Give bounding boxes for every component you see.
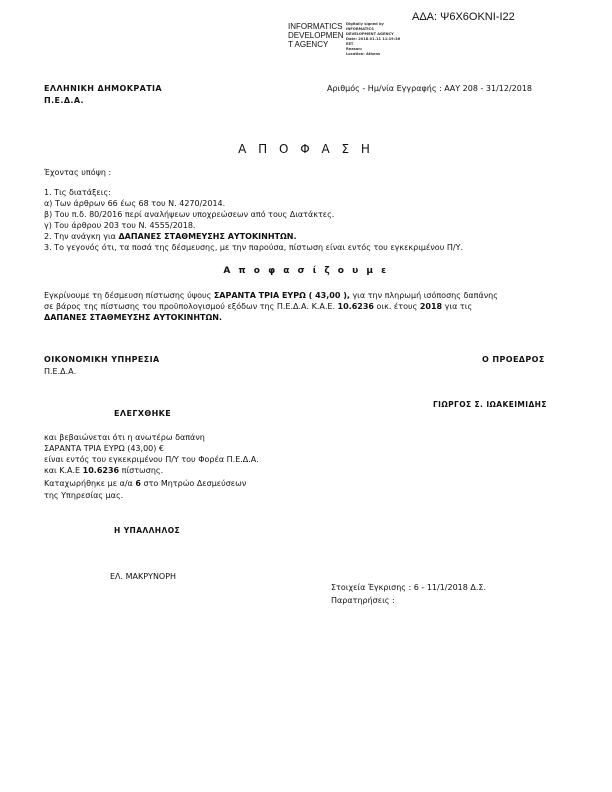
considering-item: γ) Του άρθρου 203 του Ν. 4555/2018. (44, 221, 196, 230)
remarks-label: Παρατηρήσεις : (331, 596, 395, 605)
stamp-detail: DEVELOPMENT AGENCY (346, 32, 394, 36)
checked-line (44, 479, 246, 488)
approval-text: για την πληρωμή ισόποσης δαπάνης (352, 291, 498, 300)
stamp-line: INFORMATICS (288, 22, 343, 31)
approval-line (44, 291, 498, 300)
checked-text: Καταχωρήθηκε με α/α (44, 479, 133, 488)
decision-heading: Α π ο φ α σ ί ζ ο υ μ ε (223, 266, 389, 276)
checked-heading: ΕΛΕΓΧΘΗΚΕ (114, 409, 172, 418)
registration-number: Αριθμός - Ημ/νία Εγγραφής : ΑΑΥ 208 - 31/12/2018 (327, 84, 533, 93)
stamp-detail: EET (346, 42, 354, 46)
approval-text: οικ. έτους (376, 302, 418, 311)
fiscal-year: 2018 (419, 302, 443, 311)
issuer-name: ΕΛΛΗΝΙΚΗ ΔΗΜΟΚΡΑΤΙΑ (44, 84, 163, 93)
ada-code: ΑΔΑ: Ψ6Χ6ΟΚΝΙ-Ι22 (412, 11, 515, 23)
approval-text: Εγκρίνουμε τη δέσμευση πίστωσης ύψους (44, 291, 212, 300)
clerk-name: ΕΛ. ΜΑΚΡΥΝΟΡΗ (110, 572, 177, 581)
checked-line: ΣΑΡΑΝΤΑ ΤΡΙΑ ΕΥΡΩ (43,00) € (44, 444, 164, 453)
registry-number: 6 (135, 479, 141, 488)
finance-service-org: Π.Ε.Δ.Α. (44, 367, 77, 376)
stamp-detail: INFORMATICS (346, 27, 374, 31)
considering-intro: Έχοντας υπόψη : (44, 168, 112, 177)
considering-item: α) Των άρθρων 66 έως 68 του Ν. 4270/2014. (44, 199, 226, 208)
checked-text: στο Μητρώο Δεσμεύσεων (143, 479, 247, 488)
amount-text: ΣΑΡΑΝΤΑ ΤΡΙΑ ΕΥΡΩ ( 43,00 ), (213, 291, 350, 300)
president-name: ΓΙΩΡΓΟΣ Σ. ΙΩΑΚΕΙΜΙΔΗΣ (433, 400, 547, 409)
signature-stamp-label (288, 22, 344, 49)
president-title: Ο ΠΡΟΕΔΡΟΣ (482, 355, 545, 364)
approval-data: Στοιχεία Έγκρισης : 6 - 11/1/2018 Δ.Σ. (331, 583, 486, 592)
checked-line: και βεβαιώνεται ότι η ανωτέρω δαπάνη (44, 433, 205, 442)
considering-item: 3. Το γεγονός ότι, τα ποσά της δέσμευσης, με την παρούσα, πίστωση είναι εντός του εγκεκριμένου Π/Υ. (44, 243, 464, 252)
checked-text: και Κ.Α.Ε (44, 466, 81, 475)
stamp-detail: Location: Athens (346, 52, 381, 56)
approval-line: ΔΑΠΑΝΕΣ ΣΤΑΘΜΕΥΣΗΣ ΑΥΤΟΚΙΝΗΤΩΝ. (44, 313, 223, 322)
kae-code: 10.6236 (337, 302, 374, 311)
considering-item: 1. Τις διατάξεις: (44, 188, 111, 197)
stamp-detail: Date: 2018.01.11 11:19:36 (346, 37, 401, 41)
kae-code: 10.6236 (82, 466, 120, 475)
checked-line: της Υπηρεσίας μας. (44, 491, 124, 500)
issuer-org: Π.Ε.Δ.Α. (44, 96, 84, 105)
considering-item: β) Του π.δ. 80/2016 περί αναλήψεων υποχρεώσεων από τους Διατάκτες. (44, 210, 335, 219)
approval-text: για τις (444, 302, 473, 311)
stamp-line: DEVELOPMEN (288, 31, 344, 40)
signature-stamp-details (346, 22, 400, 57)
considering-item (44, 232, 297, 241)
checked-text: πίστωσης. (121, 466, 164, 475)
checked-line (44, 466, 163, 475)
item-text: 2. Την ανάγκη για (44, 232, 116, 241)
stamp-line: T AGENCY (288, 40, 329, 49)
finance-service-title: ΟΙΚΟΝΟΜΙΚΗ ΥΠΗΡΕΣΙΑ (44, 355, 160, 364)
item-bold-text: ΔΑΠΑΝΕΣ ΣΤΑΘΜΕΥΣΗΣ ΑΥΤΟΚΙΝΗΤΩΝ. (118, 232, 297, 241)
clerk-title: Η ΥΠΑΛΛΗΛΟΣ (114, 526, 180, 535)
stamp-detail: Digitally signed by (346, 22, 384, 26)
approval-line (44, 302, 472, 311)
document-title: Α Π Ο Φ Α Σ Η (238, 142, 374, 156)
stamp-detail: Reason: (346, 47, 363, 51)
checked-line: είναι εντός του εγκεκριμένου Π/Υ του Φορέα Π.Ε.Δ.Α. (44, 455, 259, 464)
approval-text: σε βάρος της πίστωσης του προϋπολογισμού εξόδων της Π.Ε.Δ.Α. Κ.Α.Ε. (44, 302, 335, 311)
